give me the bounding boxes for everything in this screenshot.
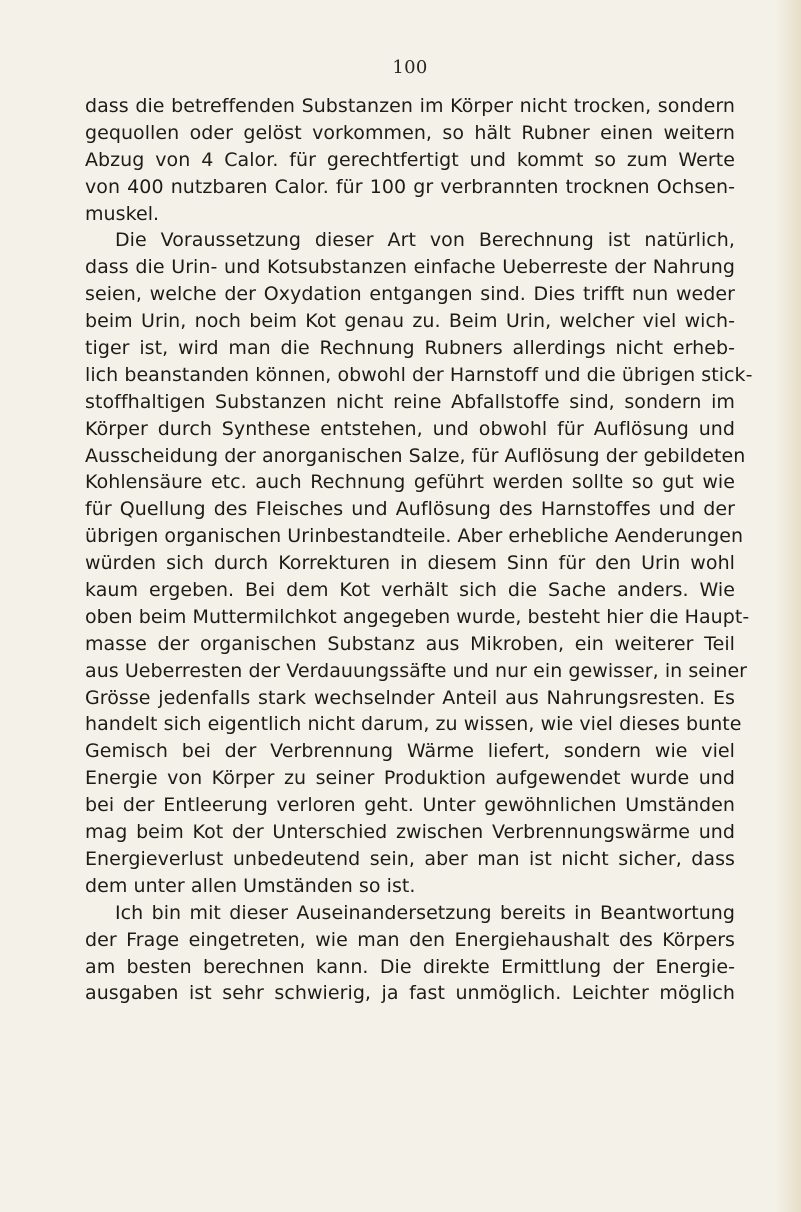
text-line: handelt sich eigentlich nicht darum, zu wissen, wie viel dieses bunte [85,713,742,736]
text-line: Kohlensäure etc. auch Rechnung geführt werden sollte so gut wie [85,471,735,494]
text-line: für Quellung des Fleisches und Auflösung des Harnstoffes und der [85,498,735,521]
text-line: übrigen organischen Urinbestandteile. Aber erhebliche Aenderungen [85,525,744,548]
text-line: Ich bin mit dieser Auseinandersetzung bereits in Beantwortung [115,901,735,924]
text-line: lich beanstanden können, obwohl der Harnstoff und die übrigen stick- [85,363,753,386]
text-line: Grösse jedenfalls stark wechselnder Anteil aus Nahrungsresten. Es [85,686,735,709]
text-line: der Frage eingetreten, wie man den Energiehaushalt des Körpers [85,928,735,951]
text-line: Energieverlust unbedeutend sein, aber man ist nicht sicher, dass [85,847,735,870]
text-line: bei der Entleerung verloren geht. Unter gewöhnlichen Umständen [85,794,735,817]
text-line: gequollen oder gelöst vorkommen, so hält Rubner einen weitern [85,121,735,144]
text-line: mag beim Kot der Unterschied zwischen Verbrennungswärme und [85,821,735,844]
text-line: dem unter allen Umständen so ist. [85,874,416,897]
text-line: seien, welche der Oxydation entgangen sind. Dies trifft nun weder [85,283,735,306]
text-line: Die Voraussetzung dieser Art von Berechnung ist natürlich, [115,229,735,252]
text-line: Körper durch Synthese entstehen, und obwohl für Auflösung und [85,417,735,440]
text-line: masse der organischen Substanz aus Mikroben, ein weiterer Teil [85,632,735,655]
text-line: Ausscheidung der anorganischen Salze, für Auflösung der gebildeten [85,444,746,467]
text-line: tiger ist, wird man die Rechnung Rubners allerdings nicht erheb- [85,337,735,360]
body-text [85,93,753,1007]
text-line: dass die betreffenden Substanzen im Körper nicht trocken, sondern [85,95,735,117]
text-line: muskel. [85,202,160,225]
text-line: beim Urin, noch beim Kot genau zu. Beim Urin, welcher viel wich- [85,310,735,333]
text-line: am besten berechnen kann. Die direkte Ermittlung der Energie- [85,955,735,978]
text-line: dass die Urin- und Kotsubstanzen einfache Ueberreste der Nahrung [85,256,735,279]
text-line: Abzug von 4 Calor. für gerechtfertigt und kommt so zum Werte [85,148,735,171]
page-number: 100 [392,57,428,78]
text-line: würden sich durch Korrekturen in diesem Sinn für den Urin wohl [85,552,735,575]
text-line: Energie von Körper zu seiner Produktion aufgewendet wurde und [85,767,735,790]
text-line: ausgaben ist sehr schwierig, ja fast unmöglich. Leichter möglich [85,982,735,1005]
text-line: oben beim Muttermilchkot angegeben wurde, besteht hier die Haupt- [85,605,750,628]
text-line: stoffhaltigen Substanzen nicht reine Abfallstoffe sind, sondern im [85,390,735,413]
text-line: aus Ueberresten der Verdauungssäfte und nur ein gewisser, in seiner [85,659,748,682]
text-line: kaum ergeben. Bei dem Kot verhält sich die Sache anders. Wie [85,579,735,602]
text-line: von 400 nutzbaren Calor. für 100 gr verbrannten trocknen Ochsen- [85,175,735,198]
text-line: Gemisch bei der Verbrennung Wärme liefert, sondern wie viel [85,740,735,763]
